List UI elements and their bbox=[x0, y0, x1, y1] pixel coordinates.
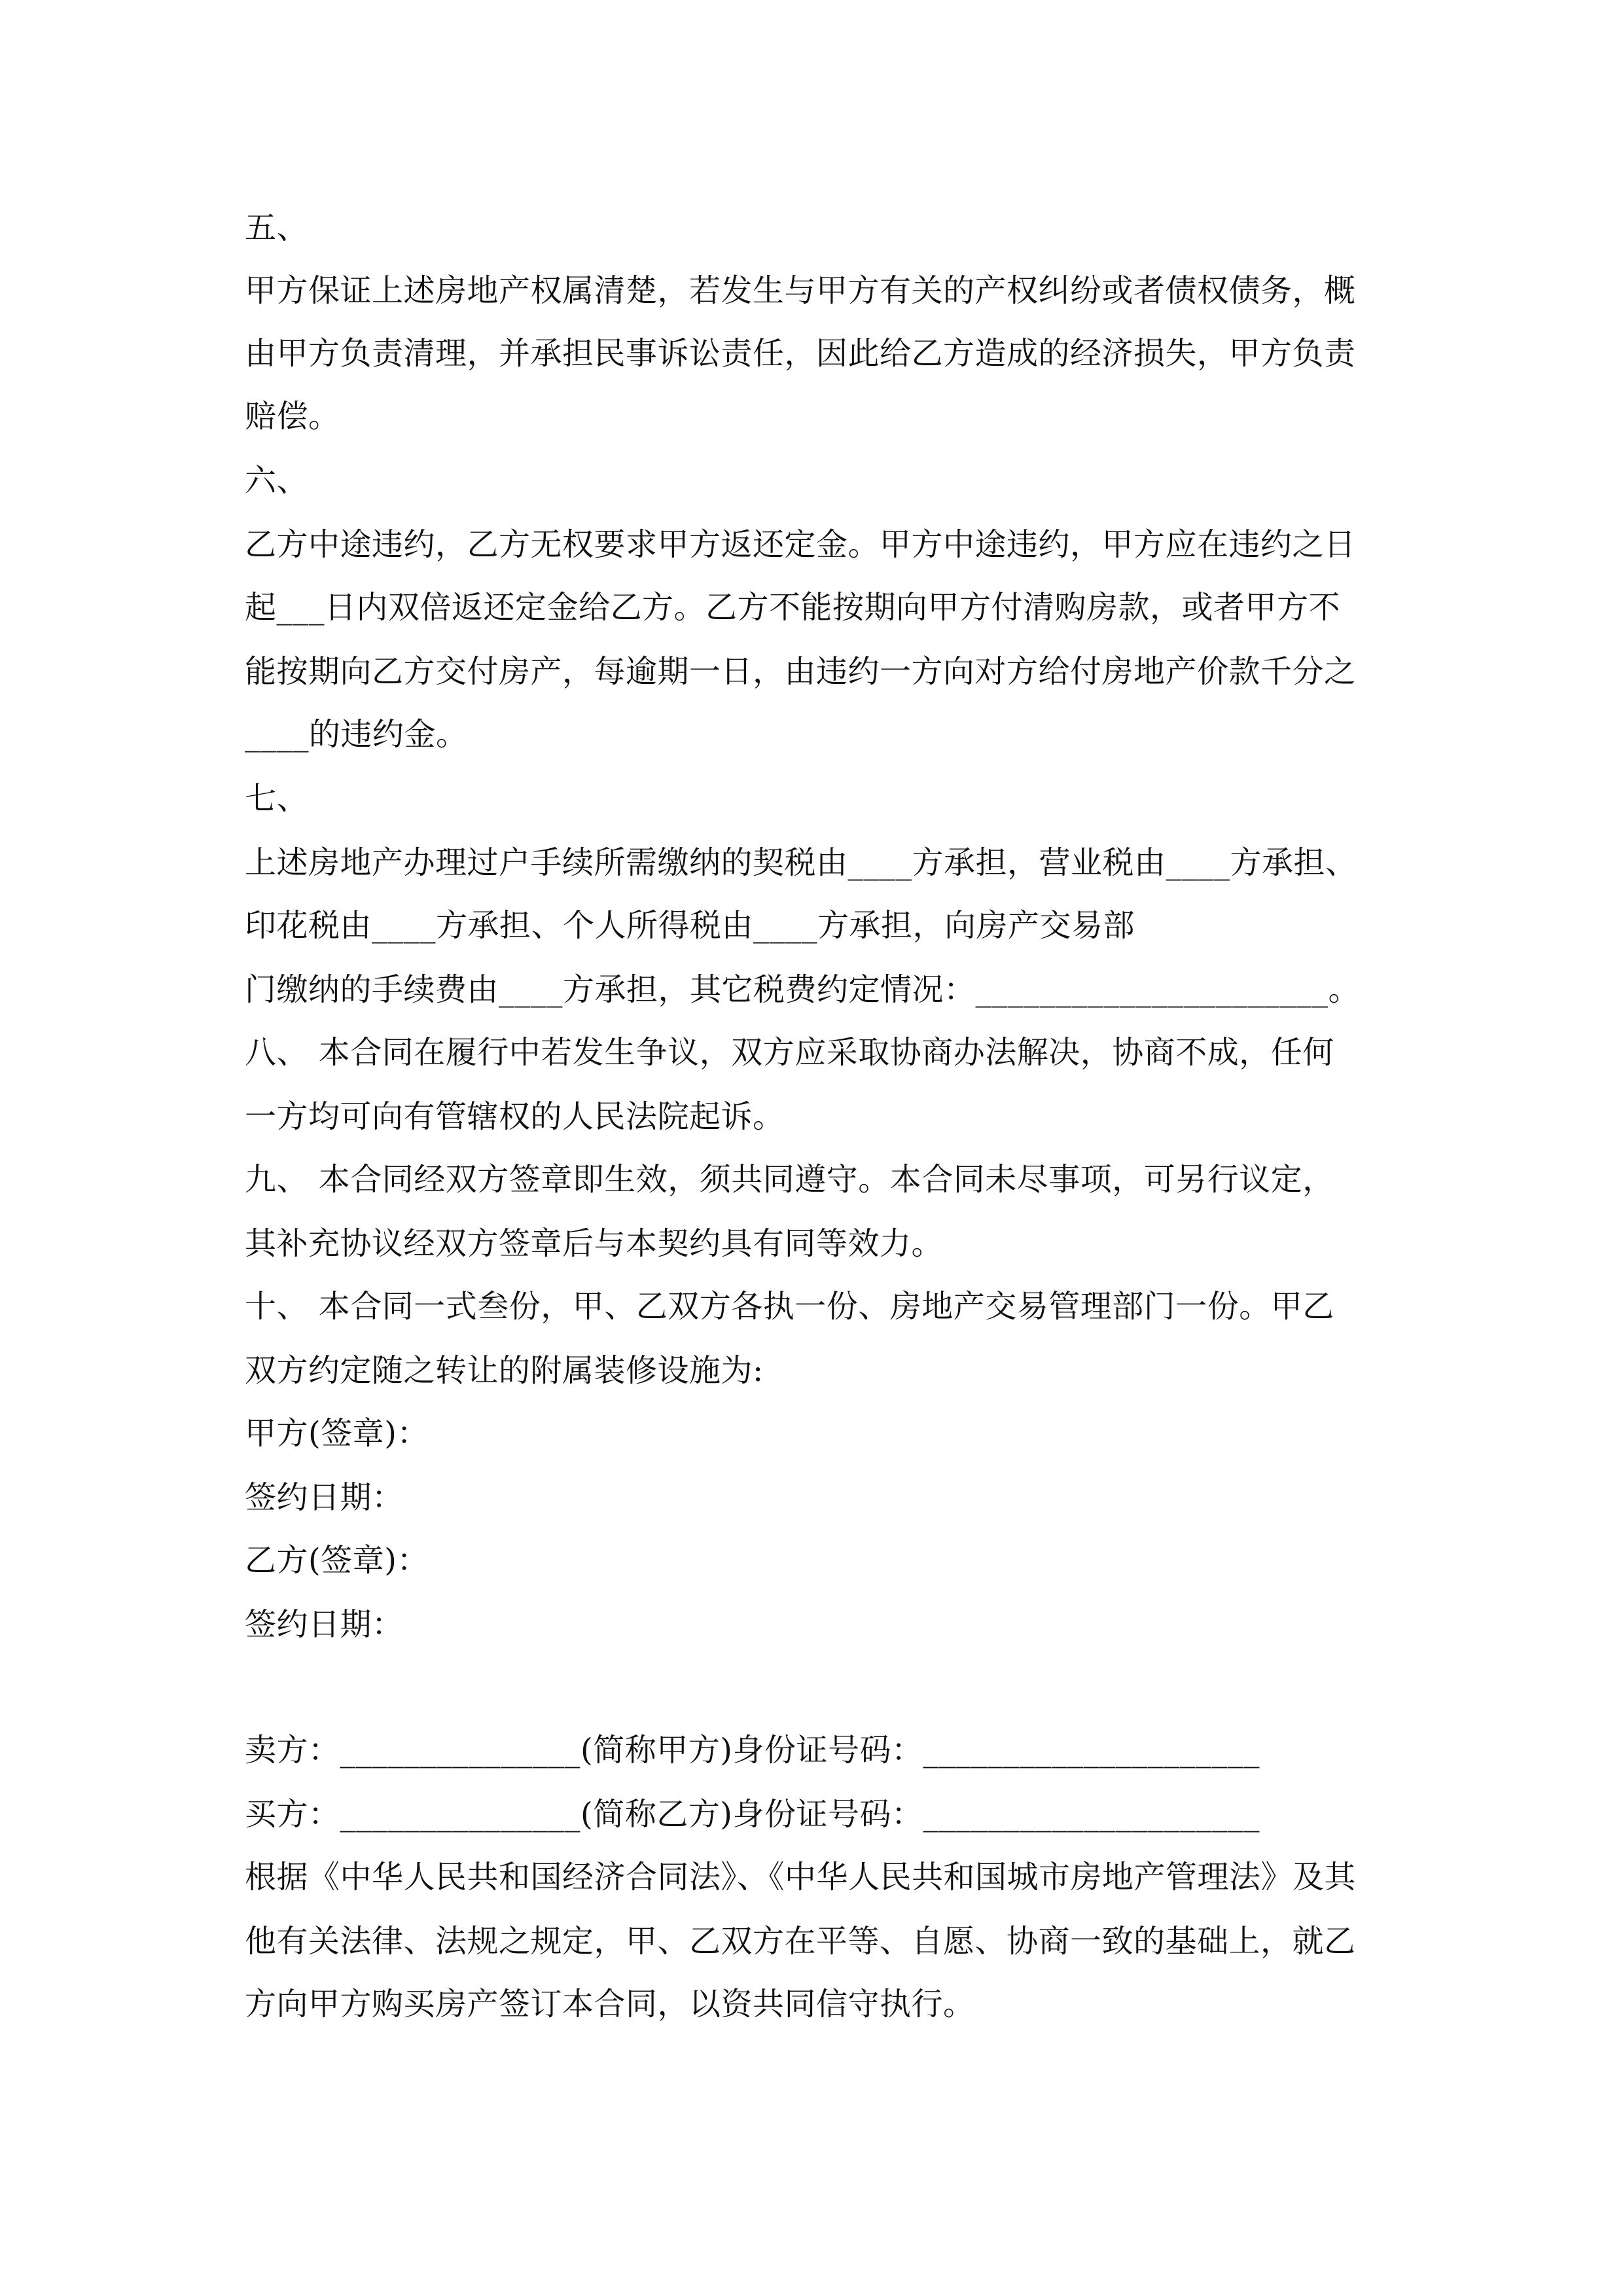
preamble-line-2: 他有关法律、法规之规定，甲、乙双方在平等、自愿、协商一致的基础上，就乙 bbox=[245, 1923, 1356, 1960]
clause-9-line-2: 其补充协议经双方签章后与本契约具有同等效力。 bbox=[245, 1225, 944, 1262]
clause-10-line-1: 十、 本合同一式叁份，甲、乙双方各执一份、房地产交易管理部门一份。甲乙 bbox=[245, 1288, 1334, 1325]
preamble-line-3: 方向甲方购买房产签订本合同，以资共同信守执行。 bbox=[245, 1986, 975, 2022]
clause-5-line-1: 甲方保证上述房地产权属清楚，若发生与甲方有关的产权纠纷或者债权债务，概 bbox=[245, 272, 1356, 309]
party-b-sign-date: 签约日期： bbox=[245, 1606, 404, 1643]
party-b-signature: 乙方(签章)： bbox=[245, 1542, 429, 1579]
clause-5-heading: 五、 bbox=[245, 209, 309, 246]
preamble-line-1: 根据《中华人民共和国经济合同法》、《中华人民共和国城市房地产管理法》及其 bbox=[245, 1859, 1357, 1895]
clause-7-line-2: 印花税由____方承担、个人所得税由____方承担，向房产交易部 bbox=[245, 907, 1135, 944]
clause-6-heading: 六、 bbox=[245, 462, 309, 499]
clause-7-line-3: 门缴纳的手续费由____方承担，其它税费约定情况：______________________。 bbox=[245, 971, 1361, 1008]
clause-6-line-3: 能按期向乙方交付房产，每逾期一日，由违约一方向对方给付房地产价款千分之 bbox=[245, 653, 1356, 690]
clause-5-line-3: 赔偿。 bbox=[245, 398, 340, 435]
clause-8-line-2: 一方均可向有管辖权的人民法院起诉。 bbox=[245, 1098, 785, 1135]
clause-7-line-1: 上述房地产办理过户手续所需缴纳的契税由____方承担，营业税由____方承担、 bbox=[245, 844, 1357, 881]
party-a-signature: 甲方(签章)： bbox=[245, 1415, 429, 1452]
clause-9-line-1: 九、 本合同经双方签章即生效，须共同遵守。本合同未尽事项，可另行议定， bbox=[245, 1161, 1334, 1198]
clause-6-line-1: 乙方中途违约，乙方无权要求甲方返还定金。甲方中途违约，甲方应在违约之日 bbox=[245, 526, 1356, 563]
clause-7-heading: 七、 bbox=[245, 780, 309, 817]
clause-5-line-2: 由甲方负责清理，并承担民事诉讼责任，因此给乙方造成的经济损失，甲方负责 bbox=[245, 335, 1356, 372]
clause-8-line-1: 八、 本合同在履行中若发生争议，双方应采取协商办法解决，协商不成，任何 bbox=[245, 1034, 1334, 1071]
clause-6-line-2: 起___日内双倍返还定金给乙方。乙方不能按期向甲方付清购房款，或者甲方不 bbox=[245, 589, 1341, 626]
clause-10-line-2: 双方约定随之转让的附属装修设施为: bbox=[245, 1352, 764, 1389]
party-a-sign-date: 签约日期： bbox=[245, 1479, 404, 1516]
seller-line: 卖方：_______________(简称甲方)身份证号码：_____________________ bbox=[245, 1732, 1260, 1768]
buyer-line: 买方：_______________(简称乙方)身份证号码：_____________________ bbox=[245, 1796, 1260, 1833]
clause-6-line-4: ____的违约金。 bbox=[245, 716, 468, 753]
